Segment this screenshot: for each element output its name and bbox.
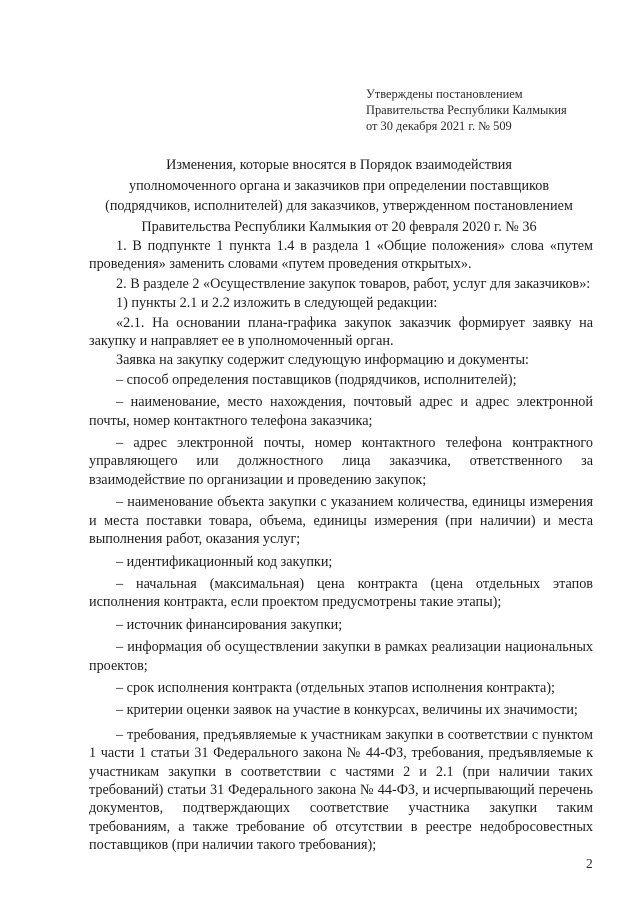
approval-stamp xyxy=(366,86,567,134)
list-item: – адрес электронной почты, номер контактного телефона контрактного управляющего или должностного лица заказчика, ответственного за взаимодействие по организации и проведению закупок; xyxy=(89,435,593,488)
list-item: – требования, предъявляемые к участникам закупки в соответствии с пунктом 1 части 1 статьи 31 Федерального закона № 44-ФЗ, требования, предъявляемые к участникам закупки в соответствии с частями 2 и 2.1 (при наличии таких требований) статьи 31 Федерального закона № 44-ФЗ, и исчерпывающий перечень документов, подтверждающих соответствие участника закупки таким требованиям, а также требование об отсутствии в реестре недобросовестных поставщиков (при наличии такого требования); xyxy=(89,726,593,854)
title-line: уполномоченного органа и заказчиков при определении поставщиков xyxy=(128,177,550,194)
list-item: – наименование, место нахождения, почтовый адрес и адрес электронной почты, номер контактного телефона заказчика; xyxy=(89,394,593,429)
paragraph: 1) пункты 2.1 и 2.2 изложить в следующей редакции: xyxy=(116,295,438,312)
title-line: (подрядчиков, исполнителей) для заказчиков, утвержденном постановлением xyxy=(105,198,573,215)
paragraph: Заявка на закупку содержит следующую информацию и документы: xyxy=(116,352,529,369)
list-item: – источник финансирования закупки; xyxy=(116,616,343,633)
approval-line: Правительства Республики Калмыкия xyxy=(366,103,567,117)
approval-line: от 30 декабря 2021 г. № 509 xyxy=(366,119,512,133)
list-item: – срок исполнения контракта (отдельных этапов исполнения контракта); xyxy=(116,679,555,696)
paragraph: «2.1. На основании плана-графика закупок заказчик формирует заявку на закупку и направляет ее в уполномоченный орган. xyxy=(89,314,593,350)
page-number: 2 xyxy=(586,856,593,871)
list-item: – информация об осуществлении закупки в рамках реализации национальных проектов; xyxy=(89,639,593,674)
list-item: – начальная (максимальная) цена контракта (цена отдельных этапов исполнения контракта, если проектом предусмотрены такие этапы); xyxy=(89,575,593,611)
list-item: – критерии оценки заявок на участие в конкурсах, величины их значимости; xyxy=(116,702,578,719)
paragraph: 1. В подпункте 1 пункта 1.4 в раздела 1 «Общие положения» слова «путем проведения» заменить словами «путем проведения открытых». xyxy=(89,238,593,273)
title-line: Изменения, которые вносятся в Порядок взаимодействия xyxy=(166,157,512,173)
approval-line: Утверждены постановлением xyxy=(366,87,523,101)
document-body xyxy=(89,237,593,855)
paragraph: 2. В разделе 2 «Осуществление закупок товаров, работ, услуг для заказчиков»: xyxy=(116,275,591,292)
list-item: – способ определения поставщиков (подрядчиков, исполнителей); xyxy=(116,371,517,388)
document-title xyxy=(100,155,578,237)
list-item: – наименование объекта закупки с указанием количества, единицы измерения и места поставки товара, объема, единицы измерения (при наличии) и места выполнения работ, оказания услуг; xyxy=(89,494,593,548)
list-item: – идентификационный код закупки; xyxy=(116,553,333,570)
title-line: Правительства Республики Калмыкия от 20 февраля 2020 г. № 36 xyxy=(141,218,537,235)
